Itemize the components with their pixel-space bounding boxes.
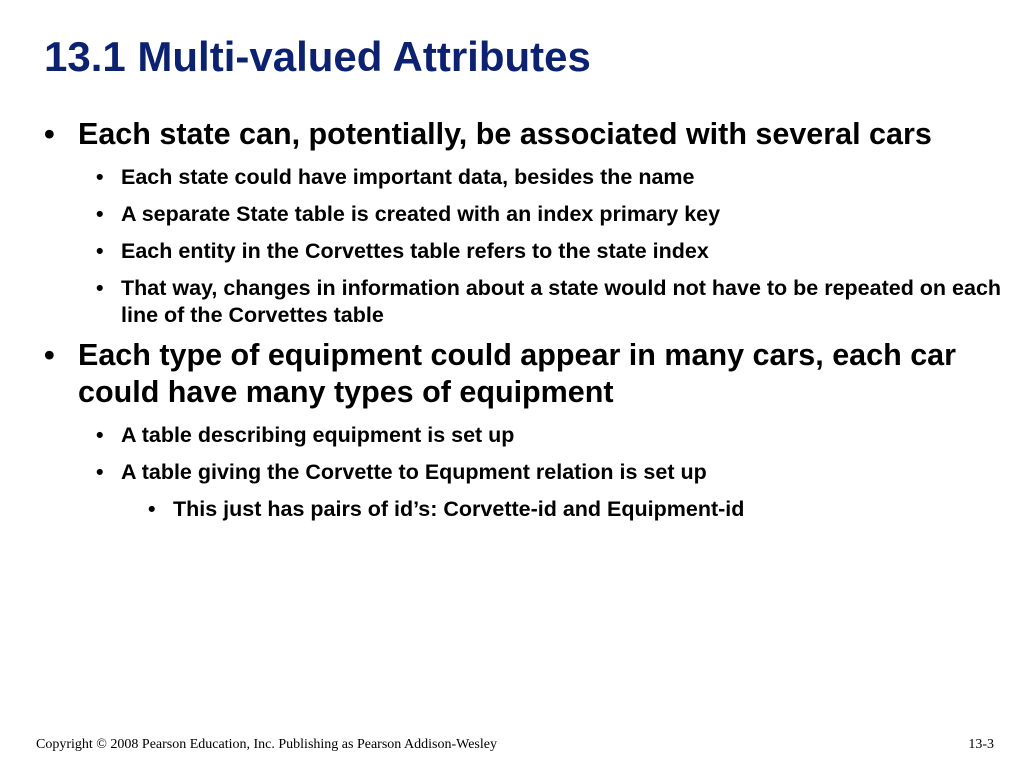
- bullet-level2: [96, 422, 1004, 449]
- bullet-level2: [96, 459, 1004, 486]
- bullet-text: That way, changes in information about a state would not have to be repeated on each line of the Corvettes table: [121, 276, 1002, 327]
- bullet-level1: [44, 337, 1004, 411]
- bullet-dot: •: [148, 497, 156, 521]
- bullet-text: A table describing equipment is set up: [121, 423, 515, 447]
- bullet-text: Each state could have important data, besides the name: [121, 165, 695, 189]
- bullet-dot: •: [96, 165, 104, 189]
- bullet-text: A separate State table is created with an index primary key: [121, 202, 721, 226]
- slide-title: 13.1 Multi-valued Attributes: [44, 33, 591, 80]
- footer-copyright: Copyright © 2008 Pearson Education, Inc. Publishing as Pearson Addison-Wesley: [36, 737, 497, 752]
- bullet-text: Each state can, potentially, be associated with several cars: [78, 117, 932, 151]
- bullet-level3: [148, 496, 1004, 523]
- bullet-dot: •: [44, 338, 55, 372]
- bullet-text: A table giving the Corvette to Equpment relation is set up: [121, 460, 707, 484]
- bullet-text: This just has pairs of id’s: Corvette-id and Equipment-id: [173, 497, 745, 521]
- bullet-dot: •: [96, 239, 104, 263]
- bullet-dot: •: [96, 423, 104, 447]
- bullet-dot: •: [96, 202, 104, 226]
- bullet-text: Each entity in the Corvettes table refers to the state index: [121, 239, 709, 263]
- bullet-level2: [96, 201, 1004, 228]
- bullet-dot: •: [96, 276, 104, 300]
- bullet-level1: [44, 116, 1004, 153]
- footer-page-number: 13-3: [968, 737, 994, 752]
- bullet-text: Each type of equipment could appear in many cars, each car could have many types of equipment: [78, 338, 957, 409]
- bullet-dot: •: [44, 117, 55, 151]
- bullet-level2: [96, 164, 1004, 191]
- slide-content: [44, 112, 1004, 523]
- bullet-dot: •: [96, 460, 104, 484]
- bullet-level2: [96, 275, 1004, 329]
- bullet-level2: [96, 238, 1004, 265]
